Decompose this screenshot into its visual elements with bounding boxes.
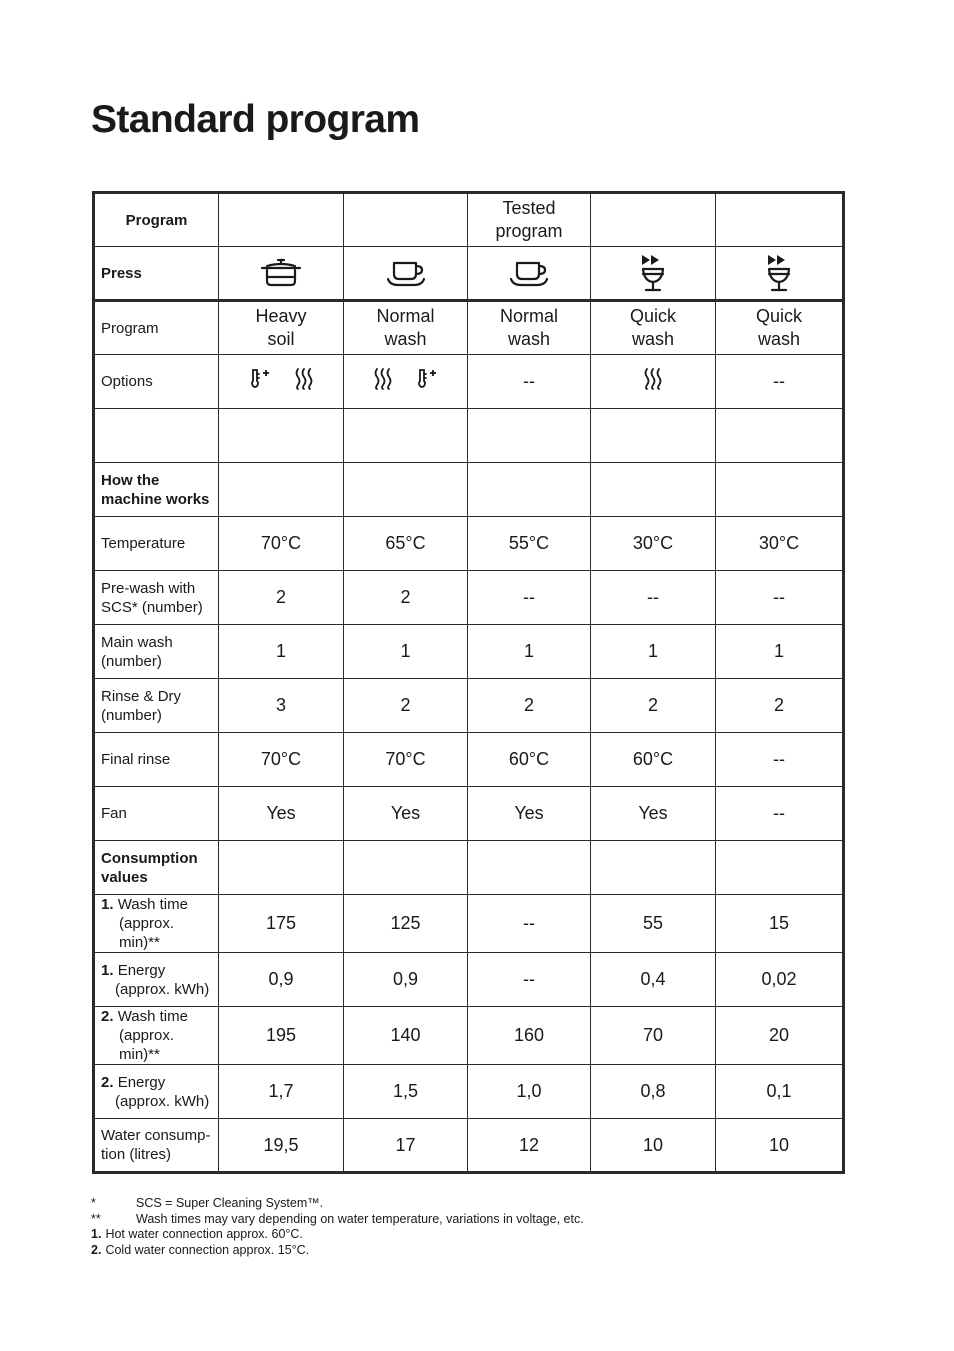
table-cell: 2 xyxy=(716,679,844,733)
table-cell: 2 xyxy=(344,571,468,625)
footnotes xyxy=(91,1196,584,1258)
table-cell: -- xyxy=(468,571,591,625)
option-cell: -- xyxy=(716,355,844,409)
table-cell: Yes xyxy=(219,787,344,841)
table-cell: 70°C xyxy=(219,733,344,787)
empty-cell xyxy=(716,841,844,895)
table-cell: -- xyxy=(716,787,844,841)
table-row xyxy=(94,1065,844,1119)
empty-cell xyxy=(219,409,344,463)
table-cell: 12 xyxy=(468,1119,591,1173)
table-cell: 17 xyxy=(344,1119,468,1173)
program-table xyxy=(92,191,845,1174)
table-cell: 0,9 xyxy=(219,953,344,1007)
thermometer-plus-icon xyxy=(248,367,272,391)
table-cell: Yes xyxy=(344,787,468,841)
table-cell: -- xyxy=(716,733,844,787)
row-label: Water consump- tion (litres) xyxy=(94,1119,219,1173)
empty-cell xyxy=(219,463,344,517)
program-name: Quick wash xyxy=(716,301,844,355)
empty-cell xyxy=(344,841,468,895)
section-heading: Consumption values xyxy=(94,841,219,895)
option-cell xyxy=(219,355,344,409)
footnote: * SCS = Super Cleaning System™. xyxy=(91,1196,324,1210)
table-cell: 19,5 xyxy=(219,1119,344,1173)
program-name: Normal wash xyxy=(344,301,468,355)
empty-cell xyxy=(219,841,344,895)
row-label: 1. Wash time (approx. min)** xyxy=(94,895,219,953)
table-cell: 160 xyxy=(468,1007,591,1065)
table-cell: 175 xyxy=(219,895,344,953)
table-cell: 10 xyxy=(591,1119,716,1173)
empty-cell xyxy=(716,409,844,463)
footnote: 2. Cold water connection approx. 15°C. xyxy=(91,1242,310,1257)
table-row xyxy=(94,895,844,953)
steam-icon xyxy=(373,367,393,391)
empty-cell xyxy=(344,463,468,517)
table-cell: 55°C xyxy=(468,517,591,571)
table-cell: 1 xyxy=(468,625,591,679)
empty-cell xyxy=(468,841,591,895)
empty-cell xyxy=(468,409,591,463)
empty-cell xyxy=(716,463,844,517)
table-cell: 0,1 xyxy=(716,1065,844,1119)
footnote: 1. Hot water connection approx. 60°C. xyxy=(91,1227,303,1241)
column-header xyxy=(219,193,344,247)
row-label: 1. Energy (approx. kWh) xyxy=(94,953,219,1007)
consumption-section-row xyxy=(94,841,844,895)
table-cell: 65°C xyxy=(344,517,468,571)
table-cell: 10 xyxy=(716,1119,844,1173)
row-label: Program xyxy=(94,301,219,355)
table-cell: 0,9 xyxy=(344,953,468,1007)
program-name: Normal wash xyxy=(468,301,591,355)
quick-glass-icon xyxy=(716,247,844,301)
footnote: ** Wash times may vary depending on water temperature, variations in voltage, etc. xyxy=(91,1211,584,1226)
table-row xyxy=(94,625,844,679)
row-label: Final rinse xyxy=(94,733,219,787)
table-cell: 55 xyxy=(591,895,716,953)
empty-cell xyxy=(591,463,716,517)
table-cell: 60°C xyxy=(468,733,591,787)
thermometer-plus-icon xyxy=(415,367,439,391)
table-row xyxy=(94,733,844,787)
column-header: Tested program xyxy=(468,193,591,247)
how-section-row xyxy=(94,463,844,517)
row-label: Press xyxy=(94,247,219,301)
table-cell: 125 xyxy=(344,895,468,953)
option-cell xyxy=(344,355,468,409)
column-header xyxy=(716,193,844,247)
table-cell: 30°C xyxy=(591,517,716,571)
row-label: Rinse & Dry (number) xyxy=(94,679,219,733)
table-cell: Yes xyxy=(468,787,591,841)
table-cell: 70 xyxy=(591,1007,716,1065)
table-cell: 15 xyxy=(716,895,844,953)
pot-icon xyxy=(219,247,344,301)
steam-icon xyxy=(294,367,314,391)
row-label: Main wash (number) xyxy=(94,625,219,679)
table-row xyxy=(94,679,844,733)
table-cell: 70°C xyxy=(344,733,468,787)
table-cell: -- xyxy=(716,571,844,625)
table-cell: 2 xyxy=(591,679,716,733)
row-label: 2. Energy (approx. kWh) xyxy=(94,1065,219,1119)
table-cell: 1,5 xyxy=(344,1065,468,1119)
option-cell xyxy=(591,355,716,409)
table-cell: 2 xyxy=(468,679,591,733)
empty-cell xyxy=(591,841,716,895)
table-cell: Yes xyxy=(591,787,716,841)
header-program-row xyxy=(94,193,844,247)
table-cell: 3 xyxy=(219,679,344,733)
empty-cell xyxy=(468,463,591,517)
program-name: Quick wash xyxy=(591,301,716,355)
steam-icon xyxy=(643,367,663,391)
table-cell: 195 xyxy=(219,1007,344,1065)
table-cell: 30°C xyxy=(716,517,844,571)
option-cell: -- xyxy=(468,355,591,409)
press-row xyxy=(94,247,844,301)
row-label: Temperature xyxy=(94,517,219,571)
table-cell: 0,8 xyxy=(591,1065,716,1119)
options-row xyxy=(94,355,844,409)
table-cell: 0,4 xyxy=(591,953,716,1007)
cup-icon xyxy=(344,247,468,301)
empty-row xyxy=(94,409,844,463)
table-cell: 1 xyxy=(219,625,344,679)
table-row xyxy=(94,953,844,1007)
table-cell: -- xyxy=(468,895,591,953)
row-label: 2. Wash time (approx. min)** xyxy=(94,1007,219,1065)
row-label: Program xyxy=(94,193,219,247)
table-row xyxy=(94,1119,844,1173)
table-row xyxy=(94,517,844,571)
column-header xyxy=(344,193,468,247)
table-cell: 0,02 xyxy=(716,953,844,1007)
cup-icon xyxy=(468,247,591,301)
table-row xyxy=(94,1007,844,1065)
empty-cell xyxy=(94,409,219,463)
quick-glass-icon xyxy=(591,247,716,301)
table-cell: 1 xyxy=(344,625,468,679)
program-name-row xyxy=(94,301,844,355)
table-cell: 1 xyxy=(716,625,844,679)
table-cell: 1 xyxy=(591,625,716,679)
table-cell: -- xyxy=(591,571,716,625)
table-cell: 2 xyxy=(219,571,344,625)
page-title: Standard program xyxy=(91,98,420,141)
empty-cell xyxy=(344,409,468,463)
table-cell: -- xyxy=(468,953,591,1007)
table-cell: 1,0 xyxy=(468,1065,591,1119)
row-label: Fan xyxy=(94,787,219,841)
program-name: Heavy soil xyxy=(219,301,344,355)
table-row xyxy=(94,571,844,625)
table-cell: 20 xyxy=(716,1007,844,1065)
column-header xyxy=(591,193,716,247)
table-cell: 1,7 xyxy=(219,1065,344,1119)
section-heading: How the machine works xyxy=(94,463,219,517)
table-row xyxy=(94,787,844,841)
row-label: Options xyxy=(94,355,219,409)
table-cell: 2 xyxy=(344,679,468,733)
empty-cell xyxy=(591,409,716,463)
table-cell: 140 xyxy=(344,1007,468,1065)
row-label: Pre-wash with SCS* (number) xyxy=(94,571,219,625)
table-cell: 60°C xyxy=(591,733,716,787)
table-cell: 70°C xyxy=(219,517,344,571)
